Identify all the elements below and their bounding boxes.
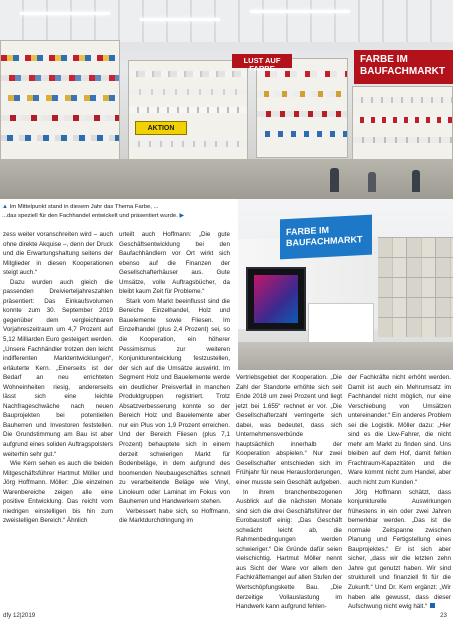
product-row <box>1 55 119 61</box>
booth-floor <box>238 342 453 370</box>
shelf-far-right <box>352 86 453 164</box>
floor <box>0 159 453 199</box>
paragraph: Dazu wurden auch gleich die passenden Dreivierteljahreszahlen präsentiert: Das Einkaufsvolumen konnte zum 30. September 2019 gegenüber dem vergleichbaren Vorjahreszeitraum um 4,7 Prozent auf 5,12 Milliarden Euro gesteigert werden. „Unsere Fachhändler trotzen den leicht indifferenten Marktentwicklungen“, erläuterte Kern. „Einerseits ist der Bedarf an neu errichteten Wohneinheiten riesig, andererseits lässt sich eine leichte Nachfrageschwäche nach neuen Bauprojekten bei potentiellen Bauherren und Investoren feststellen. Die Grundstimmung am Bau ist aber aufgrund eines soliden Auftragspolsters weiterhin sehr gut.“ <box>3 278 113 458</box>
paragraph: Wie Kern sehen es auch die beiden Mitgeschäftsführer Hartmut Möller und Jörg Hoffmann. Möller: „Die einzelnen Warenbereiche zeigen alle eine positive Entwicklung. Das reicht vom niedrigen einstelligen bis hin zum zweistelligen Bereich.“ Ähnlich <box>3 460 113 525</box>
product-row <box>353 137 452 143</box>
product-row <box>129 71 247 77</box>
person <box>368 172 376 192</box>
caption-text-1: Im Mittelpunkt stand in diesem Jahr das Thema Farbe, ... <box>9 204 159 210</box>
text-column-1 <box>3 230 113 526</box>
end-mark-icon <box>430 603 435 608</box>
paragraph: zess weiter voranschreiten wird – auch ohne direkte Akquise –, denn der Druck und die Erwartungshaltung seitens der Mitglieder in diesen Kooperationen steigt auch.“ <box>3 231 113 277</box>
shelf-right <box>256 58 348 158</box>
tile-display <box>378 237 453 337</box>
product-row <box>129 89 247 95</box>
sign-lust-auf-farbe: LUST AUF FARBE <box>232 54 292 68</box>
paragraph: Verbessert habe sich, so Hoffmann, die Marktdurchdringung im <box>119 507 230 525</box>
booth-sign: FARBE IM BAUFACHMARKT <box>280 215 372 260</box>
caption-line-1 <box>2 203 234 212</box>
product-row <box>257 111 347 117</box>
text-column-3 <box>236 373 342 612</box>
footer-issue: dfy 12|2019 <box>3 612 36 619</box>
product-row <box>1 95 119 101</box>
booth-counter <box>308 303 374 343</box>
product-row <box>353 117 452 123</box>
paragraph: Vertriebsgebiet der Kooperation. „Die Zahl der Standorte erhöhte sich seit Ende 2018 um zwei Prozent und liegt jetzt bei 1.655“ rechnet er vor. „Die Gesellschafterzahl verringerte sich dabei, was bedeutet, dass sich Unternehmensverbünde hauptsächlich innerhalb der Kooperation abspielen.“ Nur zwei Gesellschafter entschieden sich im Frühjahr für neue Herausforderungen, einer musste sein Geschäft aufgeben. <box>236 374 342 487</box>
product-row <box>1 135 119 141</box>
booth-photo <box>236 199 453 370</box>
ceiling-light <box>140 18 220 21</box>
paragraph-text: Jörg Hoffmann schätzt, dass konjunkturelle Auswirkungen frühestens in ein oder zwei Jahren bemerkbar werden. „Das ist die normale Zeitspanne zwischen Planung und Fertigstellung eines Bauprojektes.“ Er ist sich aber sicher, „dass wir die letzten zehn Jahre gut genutzt haben. Wir sind strukturell und finanziell fit für die Zukunft.“ Und Dr. Kern ergänzt: „Wir haben alle gewusst, dass dieser Aufschwung nicht ewig hält.“ <box>348 488 451 611</box>
store-interior-photo <box>0 0 453 199</box>
product-row <box>1 75 119 81</box>
product-row <box>129 107 247 113</box>
paragraph: Stark vom Markt beeinflusst sind die Bereiche Einzelhandel, Holz und Bauelemente sowie Fliesen. Im Einzelhandel (plus 2,4 Prozent) sei, so die Kooperation, ein höherer Pessimismus zur weiteren Konjunkturentwicklung festzustellen, der sich auf die Umsätze auswirkt. Im Segment Holz und Bauelemente werde ein deutlicher Preisverfall in manchen Produktgruppen registriert. Trotz Absatzverbesserung konnte so der Bereich Holz und Bauelemente aber nur ein Plus von 1,9 Prozent erreichen. Und der Bereich Fliesen (plus 7,1 Prozent) behauptete sich in einem derzeit schwierigen Markt für Bodenbeläge, in dem aufgrund des boomenden Neubaugeschäftes schnell zu verarbeitende Beläge wie Vinyl, Linoleum oder Laminat im Fokus von Bauherren und Handwerkern stehen. <box>119 297 230 506</box>
screen-content <box>254 275 298 323</box>
shelf-left <box>0 40 120 160</box>
paragraph <box>348 488 451 612</box>
arrow-right-icon: ▶ <box>179 212 185 219</box>
text-column-2 <box>119 230 230 526</box>
product-row <box>353 97 452 103</box>
sign-farbe-im-baufachmarkt: FARBE IM BAUFACHMARKT <box>354 50 453 84</box>
arrow-up-icon: ▲ <box>2 204 8 210</box>
screen-display <box>246 267 306 331</box>
caption-line-2 <box>2 212 234 221</box>
ceiling <box>0 0 453 42</box>
paragraph: In ihrem branchenbezogenen Ausblick auf die nächsten Monate sind sich die drei Geschäftsführer der Eurobaustoff einig: „Das Geschäft schwächt leicht ab, die Rahmenbedingungen werden schwieriger.“ Die Gründe dafür seien vielschichtig. Hartmut Möller nennt aus Sicht der Ware vor allem den Fachkräftemangel auf allen Stufen der Wertschöpfungskette Bau. „Die derzeitige Vollauslastung im Handwerk kann aufgrund fehlen- <box>236 488 342 611</box>
ceiling-light <box>20 12 110 15</box>
shelf-center <box>128 60 248 165</box>
product-row <box>257 91 347 97</box>
caption-text-2: ...das speziell für den Fachhandel entwickelt und präsentiert wurde. <box>2 212 178 219</box>
ceiling-light <box>250 10 350 13</box>
person <box>412 170 420 192</box>
product-row <box>1 115 119 121</box>
product-row <box>129 141 247 147</box>
person <box>330 168 339 192</box>
sign-aktion: AKTION <box>135 121 187 135</box>
paragraph: der Fachkräfte nicht erhöht werden. Damit ist auch ein Mehrumsatz im Fachhandel nicht möglich, nur eine Verschiebung von Umsätzen untereinander.“ Ein anderes Problem sei die Logistik. Möller dazu: „Hier sind es die Lkw-Fahrer, die nicht mehr am Markt zu finden sind. Uns bleiben auf dem Hof, damit fehlen Frachtraum-Kapazitäten und die Ware kommt nicht zum Handel, aber auch nicht zum Kunden.“ <box>348 374 451 487</box>
product-row <box>257 131 347 137</box>
paragraph: urteilt auch Hoffmann: „Die gute Geschäftsentwicklung bei den Baufachhändlern vor Ort wirkt sich ebenso auf die Finanzen der Gesellschafterhäuser aus. Gute Umsätze, volle Auftragsbücher, da bleibt kaum Zeit für Probleme.“ <box>119 231 230 296</box>
text-column-4 <box>348 373 451 612</box>
photo-caption <box>2 203 234 220</box>
page-number: 23 <box>440 612 447 619</box>
